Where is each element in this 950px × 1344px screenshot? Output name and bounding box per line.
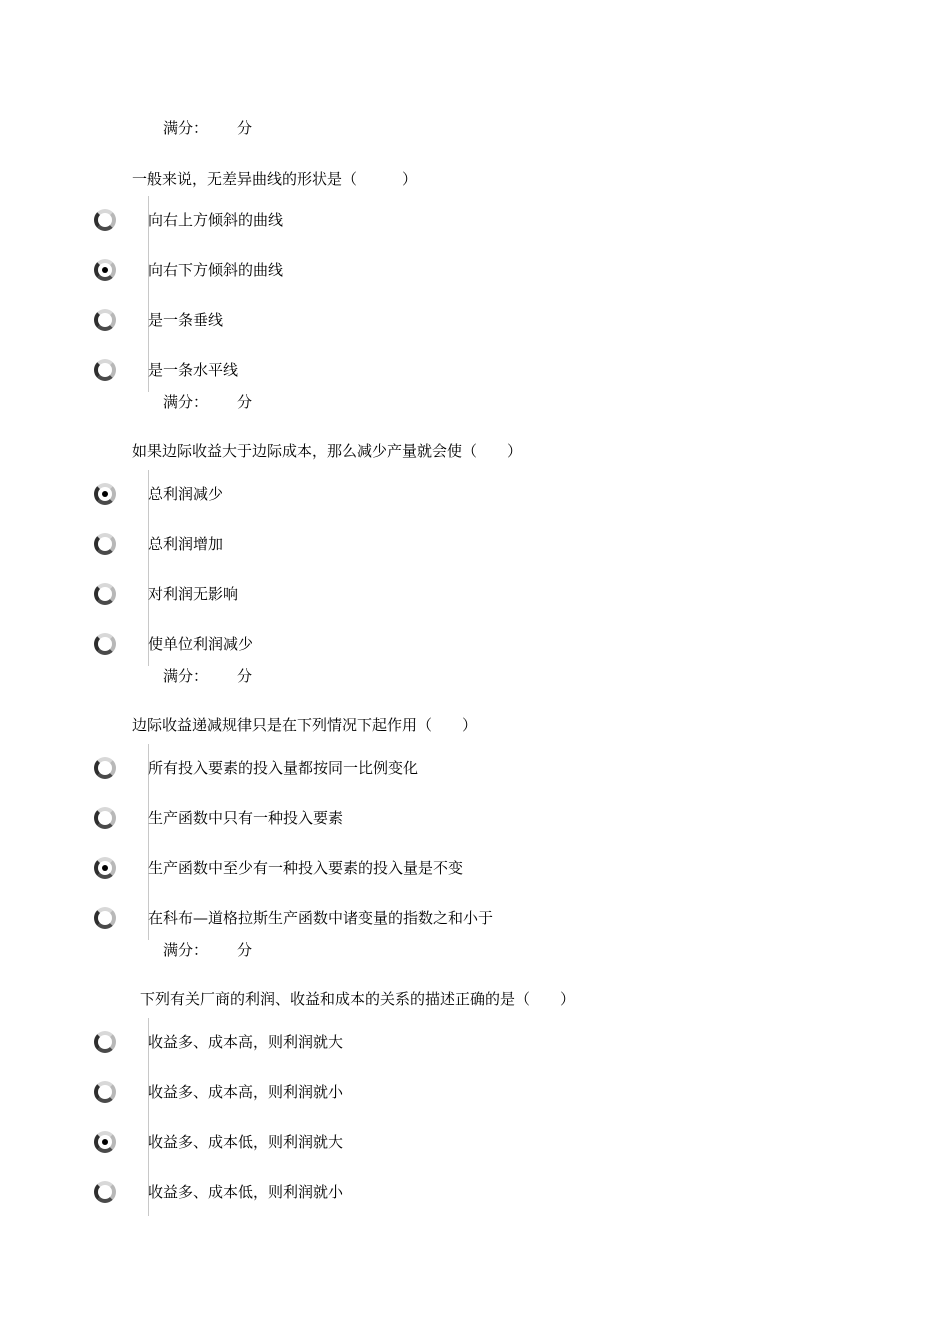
option-row[interactable] xyxy=(0,483,950,519)
option-label: 生产函数中只有一种投入要素 xyxy=(148,809,344,827)
score-unit: 分 xyxy=(237,119,253,137)
option-row[interactable] xyxy=(0,857,950,893)
question-text: 边际收益递减规律只是在下列情况下起作用（ ） xyxy=(132,716,478,734)
option-row[interactable] xyxy=(0,1131,950,1167)
score-label: 满分： xyxy=(163,393,209,411)
option-label: 是一条垂线 xyxy=(148,311,224,329)
option-row[interactable] xyxy=(0,1031,950,1067)
score-line xyxy=(163,118,252,138)
score-line xyxy=(163,940,252,960)
option-label: 总利润减少 xyxy=(148,485,224,503)
question-text: 下列有关厂商的利润、收益和成本的关系的描述正确的是（ ） xyxy=(140,990,576,1008)
question-text: 一般来说，无差异曲线的形状是（ ） xyxy=(132,170,418,188)
option-label: 所有投入要素的投入量都按同一比例变化 xyxy=(148,759,419,777)
score-line xyxy=(163,392,252,412)
option-row[interactable] xyxy=(0,807,950,843)
option-row[interactable] xyxy=(0,359,950,395)
option-label: 收益多、成本低，则利润就小 xyxy=(148,1183,344,1201)
radio-dot xyxy=(102,491,108,497)
radio-button[interactable] xyxy=(94,583,116,605)
option-label: 向右下方倾斜的曲线 xyxy=(148,261,284,279)
score-label: 满分： xyxy=(163,941,209,959)
score-unit: 分 xyxy=(237,393,253,411)
score-label: 满分： xyxy=(163,119,209,137)
radio-button[interactable] xyxy=(94,1081,116,1103)
option-label: 收益多、成本高，则利润就小 xyxy=(148,1083,344,1101)
option-row[interactable] xyxy=(0,757,950,793)
radio-button[interactable] xyxy=(94,857,116,879)
option-row[interactable] xyxy=(0,633,950,669)
radio-button[interactable] xyxy=(94,209,116,231)
option-label: 向右上方倾斜的曲线 xyxy=(148,211,284,229)
score-label: 满分： xyxy=(163,667,209,685)
radio-dot xyxy=(102,267,108,273)
option-row[interactable] xyxy=(0,907,950,943)
option-label: 总利润增加 xyxy=(148,535,224,553)
radio-button[interactable] xyxy=(94,359,116,381)
option-label: 收益多、成本高，则利润就大 xyxy=(148,1033,344,1051)
radio-dot xyxy=(102,865,108,871)
option-label: 在科布—道格拉斯生产函数中诸变量的指数之和小于 xyxy=(148,909,494,927)
option-row[interactable] xyxy=(0,1181,950,1217)
radio-button[interactable] xyxy=(94,1181,116,1203)
radio-button[interactable] xyxy=(94,483,116,505)
radio-button[interactable] xyxy=(94,309,116,331)
radio-dot xyxy=(102,1139,108,1145)
option-label: 使单位利润减少 xyxy=(148,635,254,653)
radio-button[interactable] xyxy=(94,907,116,929)
score-unit: 分 xyxy=(237,941,253,959)
option-label: 收益多、成本低，则利润就大 xyxy=(148,1133,344,1151)
option-row[interactable] xyxy=(0,259,950,295)
option-label: 是一条水平线 xyxy=(148,361,239,379)
option-label: 对利润无影响 xyxy=(148,585,239,603)
option-row[interactable] xyxy=(0,583,950,619)
score-line xyxy=(163,666,252,686)
option-row[interactable] xyxy=(0,1081,950,1117)
radio-button[interactable] xyxy=(94,1031,116,1053)
option-row[interactable] xyxy=(0,209,950,245)
option-row[interactable] xyxy=(0,309,950,345)
question-text: 如果边际收益大于边际成本，那么减少产量就会使（ ） xyxy=(132,442,523,460)
option-label: 生产函数中至少有一种投入要素的投入量是不变 xyxy=(148,859,464,877)
radio-button[interactable] xyxy=(94,533,116,555)
radio-button[interactable] xyxy=(94,807,116,829)
radio-button[interactable] xyxy=(94,757,116,779)
radio-button[interactable] xyxy=(94,259,116,281)
radio-button[interactable] xyxy=(94,633,116,655)
score-unit: 分 xyxy=(237,667,253,685)
radio-button[interactable] xyxy=(94,1131,116,1153)
option-row[interactable] xyxy=(0,533,950,569)
